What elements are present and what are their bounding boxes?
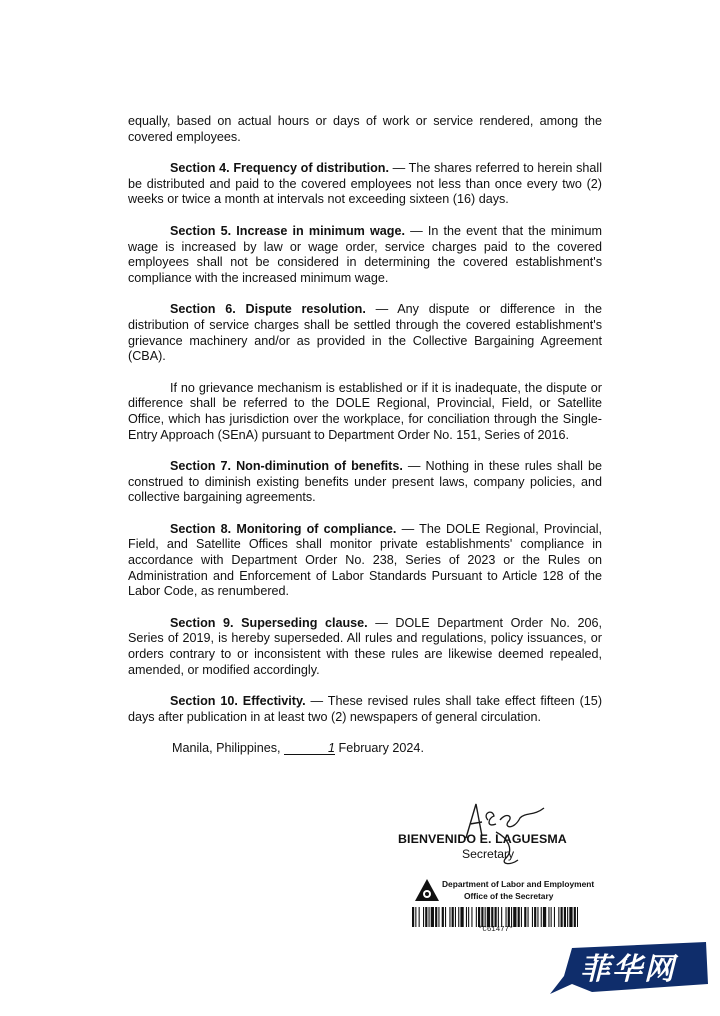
section-7-paragraph <box>128 459 602 506</box>
dateline-day: 1 <box>284 742 335 755</box>
section-5-paragraph <box>128 224 602 286</box>
section-body: — DOLE Department Order No. 206, Series of 2019, is hereby superseded. All rules and regulations, policy issuances, or orders contrary to or inconsistent with these rules are likewise deemed repealed, amended, or modified accordingly. <box>128 615 602 677</box>
section-heading: Section 10. Effectivity. <box>170 694 306 709</box>
section-body: — Nothing in these rules shall be construed to diminish existing benefits under present laws, company policies, and collective bargaining agreements. <box>128 459 603 505</box>
section-8-paragraph <box>128 522 602 600</box>
section-heading: Section 5. Increase in minimum wage. <box>170 223 405 238</box>
watermark-text: 菲华网 <box>580 952 676 987</box>
barcode <box>412 907 578 927</box>
grievance-paragraph <box>128 381 602 443</box>
section-body: — These revised rules shall take effect fifteen (15) days after publication in at least two (2) newspapers of general circulation. <box>128 694 603 724</box>
section-heading: Section 8. Monitoring of compliance. <box>170 521 397 536</box>
section-body: — The shares referred to herein shall be distributed and paid to the covered employees not less than once every two (2) weeks or twice a month at intervals not exceeding sixteen (16) days. <box>128 161 603 207</box>
stamp-department: Department of Labor and Employment <box>442 879 595 889</box>
section-body: — In the event that the minimum wage is increased by law or wage order, service charges paid to the covered employees shall not be considered in determining the covered establishment's compliance with the increased minimum wage. <box>128 223 602 285</box>
section-4-paragraph <box>128 161 602 208</box>
stamp-office: Office of the Secretary <box>464 891 554 901</box>
signatory-title: Secretary <box>462 847 515 861</box>
section-heading: Section 7. Non-diminution of benefits. <box>170 459 403 474</box>
barcode-number: *C61477* <box>478 926 514 934</box>
section-6-paragraph <box>128 302 602 364</box>
receipt-stamp <box>412 872 595 942</box>
signatory-name: BIENVENIDO E. LAGUESMA <box>398 832 567 846</box>
dole-logo-icon <box>414 878 440 902</box>
site-watermark <box>542 936 712 998</box>
continuation-paragraph: equally, based on actual hours or days of work or service rendered, among the covered employees. <box>128 114 602 144</box>
section-body: If no grievance mechanism is established or if it is inadequate, the dispute or difference shall be referred to the DOLE Regional, Provincial, Field, or Satellite Office, which has jurisdiction over the workplace, for conciliation through the Single-Entry Approach (SEnA) pursuant to Department Order No. 151, Series of 2016. <box>128 380 602 442</box>
section-9-paragraph <box>128 616 602 678</box>
document-body <box>128 114 602 773</box>
dateline-suffix: February 2024. <box>335 741 424 756</box>
section-body: — The DOLE Regional, Provincial, Field, and Satellite Offices shall monitor private establishments' compliance in accordance with Department Order No. 238, Series of 2023 or the Rules on Administration and Enforcement of Labor Standards Pursuant to Article 128 of the Labor Code, as renumbered. <box>128 521 602 599</box>
section-10-paragraph <box>128 694 602 725</box>
section-heading: Section 4. Frequency of distribution. <box>170 161 389 176</box>
dateline-prefix: Manila, Philippines, <box>172 741 285 756</box>
section-heading: Section 6. Dispute resolution. <box>170 302 366 317</box>
section-body: — Any dispute or difference in the distribution of service charges shall be settled through the covered establishment's grievance machinery and/or as provided in the Collective Bargaining Agreement (CBA). <box>128 302 602 364</box>
dateline <box>128 741 602 757</box>
section-heading: Section 9. Superseding clause. <box>170 615 368 630</box>
